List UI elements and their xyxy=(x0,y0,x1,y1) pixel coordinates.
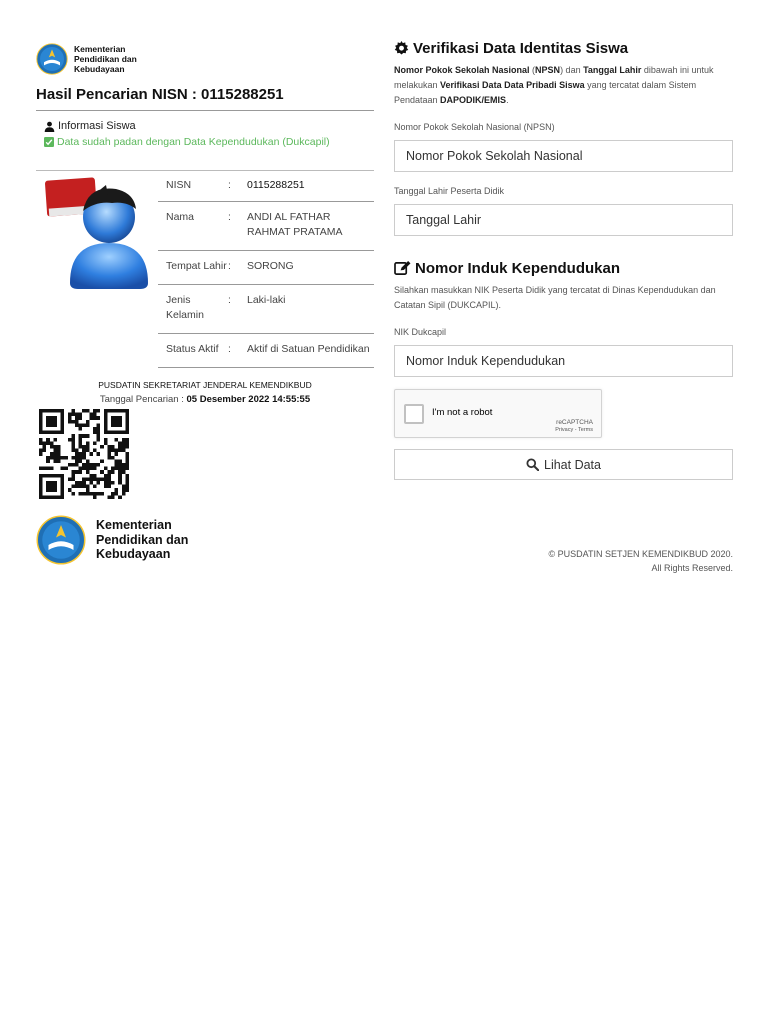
info-block xyxy=(36,111,374,171)
search-date: Tanggal Pencarian : 05 Desember 2022 14:55:55 xyxy=(99,394,311,405)
verify-section-title: Verifikasi Data Identitas Siswa xyxy=(394,40,733,57)
logo-line: Kementerian xyxy=(96,518,172,533)
dob-input[interactable] xyxy=(394,204,733,236)
logo-line: Pendidikan dan xyxy=(96,532,189,547)
nisn-value: 0115288251 xyxy=(247,179,305,191)
lihat-data-button[interactable]: Lihat Data xyxy=(394,449,733,480)
table-row: Nama : ANDI AL FATHAR RAHMAT PRATAMA xyxy=(158,202,374,251)
recaptcha-text: I'm not a robot xyxy=(432,407,493,418)
table-row: Status Aktif : Aktif di Satuan Pendidikan xyxy=(158,334,374,368)
table-row: Jenis Kelamin : Laki-laki xyxy=(158,285,374,334)
page-title: Hasil Pencarian NISN : 0115288251 xyxy=(36,86,374,111)
info-heading: Informasi Siswa xyxy=(58,120,136,132)
copyright: © PUSDATIN SETJEN KEMENDIKBUD 2020. All Rights Reserved. xyxy=(548,549,733,573)
recaptcha-checkbox[interactable] xyxy=(404,404,424,424)
recaptcha-links[interactable]: Privacy - Terms xyxy=(555,427,593,433)
nik-label: NIK Dukcapil xyxy=(394,327,447,337)
gear-icon xyxy=(394,41,409,56)
dob-label: Tanggal Lahir Peserta Didik xyxy=(394,186,505,196)
birthplace-value: SORONG xyxy=(247,260,294,272)
nik-description: Silahkan masukkan NIK Peserta Didik yang tercatat di Dinas Kependudukan dan Catatan Sipil (DUKCAPIL). xyxy=(394,285,716,310)
npsn-input[interactable] xyxy=(394,140,733,172)
search-icon xyxy=(526,458,539,471)
recaptcha-brand: reCAPTCHA xyxy=(556,419,593,426)
edit-icon xyxy=(394,261,411,276)
logo-large xyxy=(36,516,374,564)
table-row: NISN : 0115288251 xyxy=(158,171,374,202)
status-value: Aktif di Satuan Pendidikan xyxy=(247,343,370,355)
avatar xyxy=(36,171,158,293)
status-badge: Data sudah padan dengan Data Kependudukan (Dukcapil) xyxy=(57,136,330,148)
left-panel xyxy=(36,42,374,564)
name-value: ANDI AL FATHAR RAHMAT PRATAMA xyxy=(247,211,343,238)
kemendikbud-emblem-icon xyxy=(36,43,68,75)
table-row: Tempat Lahir : SORONG xyxy=(158,251,374,285)
qr-code-icon xyxy=(36,409,132,499)
recaptcha-widget xyxy=(394,389,602,438)
user-icon xyxy=(44,121,55,132)
verify-description: Nomor Pokok Sekolah Nasional (NPSN) dan Tanggal Lahir dibawah ini untuk melakukan Verifikasi Data Data Pribadi Siswa yang tercatat dalam Sistem Pendataan DAPODIK/EMIS. xyxy=(394,65,714,105)
student-avatar-icon xyxy=(36,171,158,293)
logo-line: Kebudayaan xyxy=(74,64,125,74)
gender-value: Laki-laki xyxy=(247,294,286,306)
student-detail-table xyxy=(158,171,374,368)
student-card xyxy=(36,171,374,368)
right-panel xyxy=(394,40,733,575)
logo-small xyxy=(36,42,374,76)
org-name: PUSDATIN SEKRETARIAT JENDERAL KEMENDIKBUD xyxy=(98,380,312,390)
logo-line: Pendidikan dan xyxy=(74,54,137,64)
npsn-label: Nomor Pokok Sekolah Nasional (NPSN) xyxy=(394,122,555,132)
check-square-icon xyxy=(44,137,54,147)
kemendikbud-emblem-icon xyxy=(36,515,86,565)
logo-line: Kementerian xyxy=(74,44,126,54)
nik-input[interactable] xyxy=(394,345,733,377)
nik-section-title: Nomor Induk Kependudukan xyxy=(394,260,733,277)
logo-line: Kebudayaan xyxy=(96,547,171,562)
